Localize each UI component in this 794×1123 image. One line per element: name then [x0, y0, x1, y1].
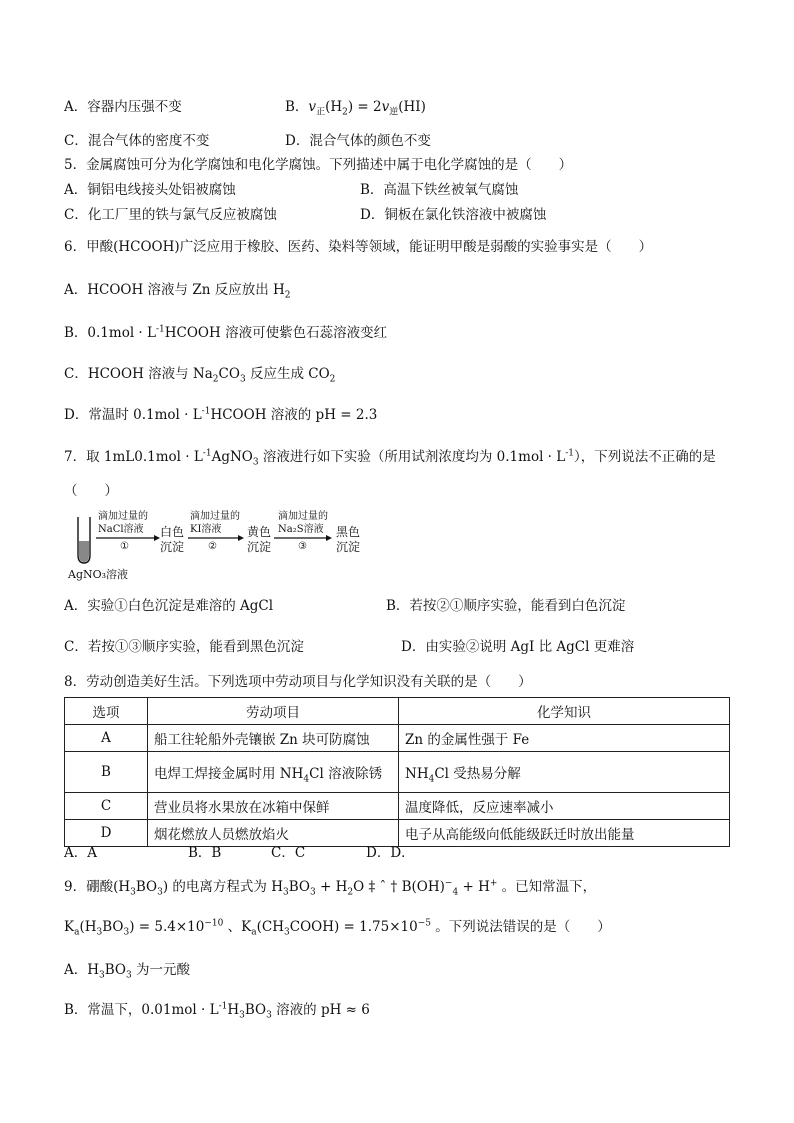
q6-option-d: D．常温时 $0.1mol \cdot L^{-1}HCOOH$ 溶液的 pH = 2.3	[64, 406, 378, 423]
step3-top: 滴加过量的	[278, 511, 328, 522]
q7-option-c: C．若按①③顺序实验，能看到黑色沉淀	[64, 639, 304, 655]
q5-option-a: A．铜铝电线接头处铝被腐蚀	[64, 182, 236, 198]
q9-stem-line2: $K_a(H_3BO_3) = 5.4\times 10^{-10}$ 、$K_a(CH_3COOH) = 1.75\times 10^{-5}$ 。下列说法错误的是（ ）	[64, 918, 611, 938]
step3-number: ③	[298, 541, 307, 552]
q9-option-a: A．$H_3BO_3$ 为一元酸	[64, 962, 191, 981]
q7-option-d: D．由实验②说明 AgI 比 AgCl 更难溶	[401, 639, 635, 655]
q5-option-b: B．高温下铁丝被氧气腐蚀	[360, 182, 519, 198]
q6-option-a: A．HCOOH 溶液与 Zn 反应放出 $H_2$	[64, 282, 291, 301]
q5-stem: 5．金属腐蚀可分为化学腐蚀和电化学腐蚀。下列描述中属于电化学腐蚀的是（ ）	[64, 157, 573, 173]
q8-answer-d: D．D．	[366, 845, 415, 861]
q4-option-c: C．混合气体的密度不变	[64, 133, 210, 149]
tube-label: AgNO₃溶液	[68, 568, 129, 581]
result2-line1: 黄色	[247, 525, 272, 539]
result3-line2: 沉淀	[336, 540, 361, 554]
q9-stem-line1: 9．硼酸$(H_3BO_3)$ 的电离方程式为 $H_3BO_3 + H_2O$ ‡ ˆ † $B(OH)^-_4 + H^+$ 。已知常温下，	[64, 878, 597, 898]
row-knowledge: Zn 的金属性强于 Fe	[399, 725, 730, 752]
row-option: B	[65, 752, 148, 793]
row-option: A	[65, 725, 148, 752]
step1-top: 滴加过量的	[98, 511, 148, 522]
header-labor: 劳动项目	[148, 698, 399, 725]
row-labor: 船工往轮船外壳镶嵌 Zn 块可防腐蚀	[148, 725, 399, 752]
q9-option-b: B．常温下，$0.01mol \cdot L^{-1}H_3BO_3$ 溶液的 pH ≈ 6	[64, 1001, 370, 1021]
row-knowledge: 电子从高能级向低能级跃迁时放出能量	[399, 820, 730, 847]
row-labor: 烟花燃放人员燃放焰火	[148, 820, 399, 847]
q4-option-b: B．$v_正(H_2) = 2v_逆(HI)$	[285, 99, 426, 118]
row-labor: 电焊工焊接金属时用 $NH_4Cl$ 溶液除锈	[148, 752, 399, 793]
step1-reagent: NaCl溶液	[98, 524, 144, 535]
result3-line1: 黑色	[336, 525, 361, 539]
q7-experiment-diagram	[66, 505, 386, 583]
table-row	[65, 752, 730, 793]
q4-option-a: A．容器内压强不变	[64, 99, 182, 115]
table-row	[65, 725, 730, 752]
q8-answer-b: B．B	[188, 845, 222, 861]
table-header-row	[65, 698, 730, 725]
q6-option-c: C．HCOOH 溶液与 $Na_2CO_3$ 反应生成 $CO_2$	[64, 366, 336, 385]
step2-number: ②	[208, 541, 217, 552]
step2-top: 滴加过量的	[190, 511, 240, 522]
header-knowledge: 化学知识	[399, 698, 730, 725]
q7-option-b: B．若按②①顺序实验，能看到白色沉淀	[386, 598, 626, 614]
table-row	[65, 793, 730, 820]
test-tube-liquid	[79, 541, 89, 562]
arrow-3-head	[326, 535, 332, 541]
row-option: D	[65, 820, 148, 847]
q7-option-a: A．实验①白色沉淀是难溶的 AgCl	[64, 598, 274, 614]
q6-stem: 6．甲酸(HCOOH)广泛应用于橡胶、医药、染料等领域，能证明甲酸是弱酸的实验事实是（ ）	[64, 239, 653, 255]
result2-line2: 沉淀	[247, 540, 272, 554]
row-knowledge: $NH_4Cl$ 受热易分解	[399, 752, 730, 793]
row-labor: 营业员将水果放在冰箱中保鲜	[148, 793, 399, 820]
q4-option-d: D．混合气体的颜色不变	[285, 133, 431, 149]
header-option: 选项	[65, 698, 148, 725]
step3-reagent: Na₂S溶液	[278, 524, 324, 535]
step2-reagent: KI溶液	[190, 524, 222, 535]
row-option: C	[65, 793, 148, 820]
step1-number: ①	[120, 541, 129, 552]
result1-line1: 白色	[160, 525, 185, 539]
q7-stem-paren: （ ）	[64, 483, 118, 499]
q5-option-c: C．化工厂里的铁与氯气反应被腐蚀	[64, 207, 277, 223]
q8-answer-c: C．C	[271, 845, 306, 861]
q5-option-d: D．铜板在氯化铁溶液中被腐蚀	[360, 207, 547, 223]
q8-table	[64, 697, 730, 847]
q8-answer-a: A．A	[64, 845, 97, 861]
q8-stem: 8．劳动创造美好生活。下列选项中劳动项目与化学知识没有关联的是（ ）	[64, 674, 532, 690]
result1-line2: 沉淀	[160, 540, 185, 554]
table-row	[65, 820, 730, 847]
row-knowledge: 温度降低，反应速率减小	[399, 793, 730, 820]
q6-option-b: B．$0.1mol \cdot L^{-1}HCOOH$ 溶液可使紫色石蕊溶液变红	[64, 324, 388, 341]
q7-stem: 7．取 $1mL0.1mol \cdot L^{-1}AgNO_3$ 溶液进行如下实验（所用试剂浓度均为 $0.1mol \cdot L^{-1}$），下列说法不正确的是	[64, 448, 716, 468]
arrow-2-head	[238, 535, 244, 541]
